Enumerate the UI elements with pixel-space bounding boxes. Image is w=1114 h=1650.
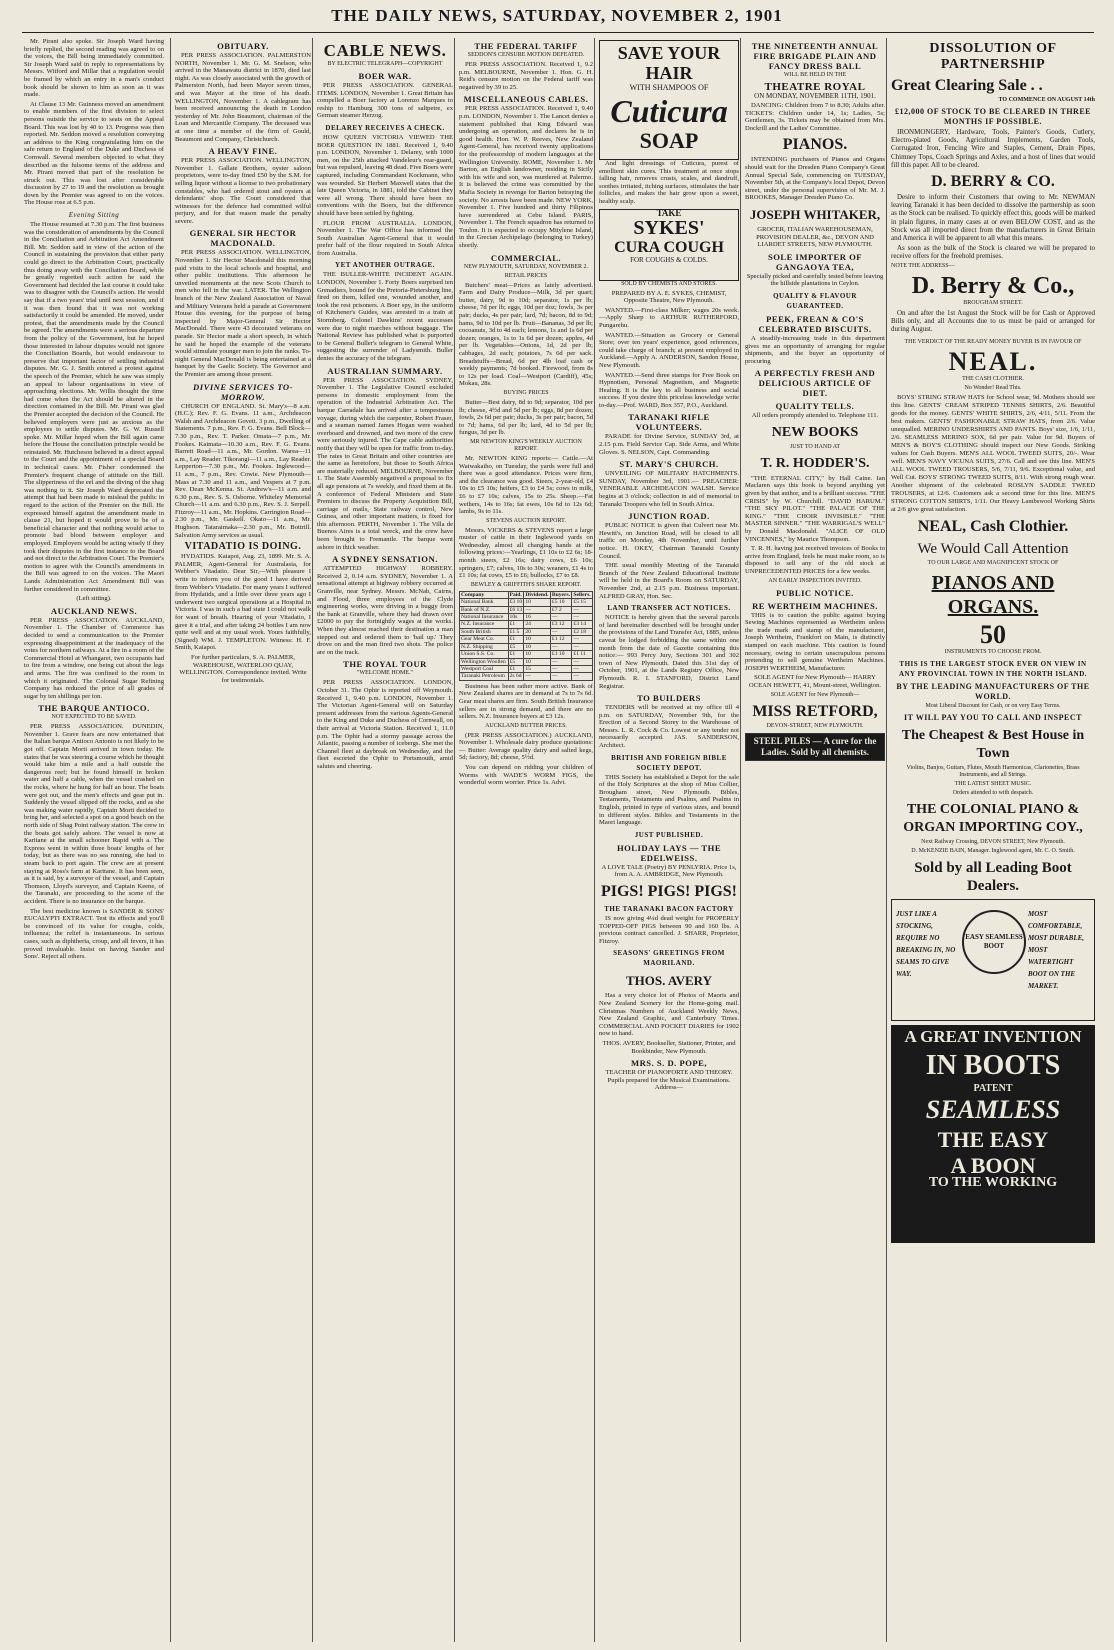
outrage-heading: YET ANOTHER OUTRAGE. bbox=[335, 261, 435, 270]
share-cell: 10 bbox=[524, 643, 551, 650]
share-row bbox=[460, 636, 593, 643]
steel-piles-ad: STEEL PILES — A cure for the Ladies. Sold by all chemists. bbox=[745, 733, 885, 761]
cable-news-heading: CABLE NEWS. bbox=[323, 41, 447, 60]
rifle-text: PARADE for Divine Service, SUNDAY 3rd, at 2.15 p.m. Field Service Cap. Side Arms, and White Gloves. S. NELSON, Capt. Commanding. bbox=[599, 433, 739, 456]
peek-frean-heading: PEEK, FREAN & CO'S CELEBRATED BISCUITS. bbox=[758, 313, 872, 334]
inspect-text: IT WILL PAY YOU TO CALL AND INSPECT bbox=[904, 713, 1082, 723]
share-cell: 20 bbox=[524, 628, 551, 635]
invention-line-1: A GREAT INVENTION bbox=[904, 1027, 1082, 1047]
share-report-table bbox=[459, 591, 593, 681]
land-transfer-text: NOTICE is hereby given that the several parcels of land hereinafter described will be brought under the provisions of the Land Transfer Act, 1885, unless caveat be lodged forbidding the same within one month from the date of Gazette containing this notice:— 993 Percy Jury, Sections 301 and 302 town of New Plymouth. Dated this 31st day of October, 1901, at the Lands Registry Office, New Plymouth. R. I. STANFORD, District Land Registrar. bbox=[599, 614, 739, 690]
share-cell: 10s bbox=[508, 614, 524, 621]
avery-heading: THOS. AVERY bbox=[626, 973, 712, 989]
vitadatio-footer: For further particulars, S. A. PALMER, WAREHOUSE, WATERLOO QUAY, WELLINGTON. Correspondence invited. Write for testimonials. bbox=[179, 653, 307, 684]
share-cell: — bbox=[550, 665, 572, 672]
auckland-news-heading: AUCKLAND NEWS. bbox=[50, 605, 138, 616]
liberal-discount: Most Liberal Discount for Cash, or on very Easy Terms. bbox=[925, 703, 1061, 710]
bacon-factory-heading: THE TARANAKI BACON FACTORY bbox=[604, 905, 734, 913]
attention-heading: We Would Call Attention bbox=[917, 541, 1069, 558]
masthead-title: THE DAILY NEWS, SATURDAY, NOVEMBER 2, 1901 bbox=[331, 6, 783, 25]
share-cell: Westport Coal bbox=[460, 665, 509, 672]
share-cell: National Insurance bbox=[460, 614, 509, 621]
colonial-piano-heading: THE COLONIAL PIANO & ORGAN IMPORTING COY., bbox=[903, 802, 1083, 836]
cough-brand: SYKES' bbox=[633, 217, 705, 240]
st-marys-text: UNVEILING OF MILITARY HATCHMENTS. SUNDAY, November 3rd, 1901.— PREACHER: VENERABLE ARCHDEACON WALSH. Service begins at 3 o'clock; collection in aid of memorial to Taranaki Troopers who fell in South Africa. bbox=[599, 470, 739, 508]
hodder-name: T. R. HODDER'S. bbox=[760, 455, 870, 471]
quality-tells: QUALITY TELLS. bbox=[775, 401, 855, 412]
share-cell: 16 bbox=[524, 614, 551, 621]
boot-right-text: MOST COMFORTABLE, MOST DURABLE, MOST WATERTIGHT BOOT ON THE MARKET. bbox=[1028, 910, 1085, 991]
column-5 bbox=[594, 38, 739, 1642]
pianos-heading: PIANOS. bbox=[782, 136, 848, 154]
verdict-text: THE VERDICT OF THE READY MONEY BUYER IS IN FAVOUR OF bbox=[904, 339, 1082, 346]
federal-tariff-sub: SEDDON'S CENSURE MOTION DEFEATED. bbox=[467, 52, 585, 58]
share-cell: £1 5 bbox=[508, 628, 524, 635]
buying-text: Butter—Best dairy, 8d to 9d; separator, 10d per lb; cheese, 4½d and 5d per lb; eggs, 8d per dozen; fowls, 2s 6d per pair; ducks, 3s per pair; bacon, 5d to 7d; hams, 6d per lb; lard, 4d to 5d per lb; fungus, 3d per lb. bbox=[459, 398, 593, 437]
share-cell: 10 bbox=[524, 658, 551, 665]
pianos-text: INTENDING purchasers of Pianos and Organs should wait for the Dresden Piano Company's Great Annual Special Sale, commencing on TUESDAY, November 5th, at the Company's local Depot, Devon street, under the personal supervision of Mr. M. J. BROOKES, Manager Dresden Piano Co. bbox=[745, 156, 885, 202]
share-cell: 15 bbox=[524, 665, 551, 672]
share-row bbox=[460, 673, 593, 680]
dissolution-heading: DISSOLUTION OF PARTNERSHIP bbox=[929, 41, 1057, 72]
share-cell: — bbox=[524, 673, 551, 680]
ball-sub: WILL BE HELD IN THE bbox=[783, 72, 847, 78]
wertheim-heading: RE WERTHEIM MACHINES. bbox=[752, 600, 878, 611]
cough-name: CURA COUGH bbox=[614, 239, 724, 257]
share-cell: £3 14 bbox=[572, 621, 593, 628]
misc-cables-text: PER PRESS ASSOCIATION. Received 1, 9.40 p.m. LONDON, November 1. The Lancet denies a statement published that King Edward was undergoing an operation, and declares he is in good health. Hon. W. P. Reeves, New Zealand Agent-General, has received twenty applications for the professorship of modern languages at the Wellington University. ROME, November 1. Mr Barton, an English landowner, residing in Sicily with his wife and son, was murdered at Palermo. It is believed the crime was committed by the Mafia Society in revenge for Barton betraying the society. No arrests have been made. NEW YORK, November 1. Five hundred and thirty Filipinos have surrendered at Cebu Island. PARIS, November 1. The French squadron has returned to Toulon. It is expected to occupy Mitylene Island, in the Grecian Archipelago (belonging to Turkey) shortly. bbox=[459, 105, 593, 250]
share-cell: — bbox=[550, 614, 572, 621]
institute-meeting: THE usual monthly Meeting of the Taranaki Branch of the New Zealand Educational Institute will be held in the Board's Room on SATURDAY, November 2nd, at 2.15 p.m. Business important. ALFRED GRAY, Hon. Sec. bbox=[599, 562, 739, 600]
share-cell: 24 bbox=[524, 621, 551, 628]
retford-sub: SOLE AGENT for New Plymouth— bbox=[770, 691, 860, 698]
boot-badge-label: EASY SEAMLESS BOOT bbox=[965, 933, 1023, 951]
share-cell: £5 10 bbox=[550, 599, 572, 606]
neal-heading: NEAL. bbox=[948, 347, 1038, 377]
federal-tariff-text: PER PRESS ASSOCIATION. Received 1, 9.2 p.m. MELBOURNE, November 1. Hon. G. H. Reid's censure motion on the Federal tariff was negatived by 39 to 25. bbox=[459, 61, 593, 91]
share-cell: — bbox=[572, 614, 593, 621]
invention-seamless: SEAMLESS bbox=[925, 1095, 1061, 1125]
wanted-situation: WANTED.—Situation as Grocery or General Store; over ten years' experience, good references, could take charge of branch; at present employed in Auckland.—Apply A. ANDERSON, Sandon House, New Plymouth. bbox=[599, 331, 739, 369]
share-cell: — bbox=[572, 665, 593, 672]
share-cell: 10 bbox=[524, 651, 551, 658]
commercial-date: NEW PLYMOUTH, SATURDAY, NOVEMBER 2. bbox=[463, 263, 589, 270]
share-cell: Gear Meat Co. bbox=[460, 636, 509, 643]
junction-heading: JUNCTION ROAD. bbox=[628, 511, 710, 522]
neal-wonder: No Wonder! Read This. bbox=[964, 385, 1022, 392]
new-books-heading: NEW BOOKS bbox=[771, 424, 859, 440]
share-row bbox=[460, 621, 593, 628]
share-cell: — bbox=[572, 643, 593, 650]
retail-text: Butchers' meat—Prices as lately advertised. Farm and Dairy Produce—Milk, 3d per quart; butter, dairy, 9d to 10d; separator, 1s per lb; cheese, 7d per lb; eggs, 10d per doz; fowls, 3s per pair; ducks, 4s per pair; lard, 7d; bacon, 8d to 9d; hams, 9d to 10d per lb. Fruit—Bananas, 3d per lb; cocoanuts, 3d to 4d each; lemons, 1s and 1s 6d per dozen; oranges, 1s to 1s 6d per dozen; apples, 4d per lb. Vegetables—Onions, 1d, 2d per lb; cabbages, 2d each; potatoes, 7s 6d per sack. Breadstuffs—Bread, 6d per 4lb loaf cash or weekly payments; 7d booked. Firewood, from 8s to 12s per load. Coal—Westport (Cardiff), 45s; Mokau, 28s. bbox=[459, 281, 593, 388]
just-published-heading: JUST PUBLISHED. bbox=[634, 830, 704, 839]
holiday-lays-sub: A LOVE TALE (Poetry) BY PENLYRIA. Price 1s, from A. A. AMBRIDGE, New Plymouth. bbox=[601, 863, 737, 879]
sydney-sensation-heading: A SYDNEY SENSATION. bbox=[332, 554, 438, 565]
berry-text-2: As soon as the bulk of the Stock is cleared we will be prepared to receive offers for the freehold premises. bbox=[891, 244, 1095, 261]
berry-heading: D. BERRY & CO. bbox=[931, 173, 1055, 191]
pigs-heading: PIGS! PIGS! PIGS! bbox=[600, 883, 737, 900]
avery-text: Has a very choice lot of Photos of Maoris and New Zealand Scenery for the Home-going mail. Christmas Numbers of Auckland Weekly News, New Zealand Graphic, and Canterbury Times. COMMERCIAL AND POCKET DIARIES for 1902 now to hand. bbox=[599, 992, 739, 1038]
fifty-count: 50 bbox=[980, 620, 1006, 650]
share-cell: £1 bbox=[508, 665, 524, 672]
berry-text: Desire to inform their Customers that owing to Mr. NEWMAN leaving Taranaki it has been decided to dissolve the partnership as soon as the Stock can be realised. To quickly effect this, goods will be marked in plain figures, in many cases at or even BELOW COST, and as the Stock was all imported direct from the manufacturers in Great Britain and America it will be apparent to all what this means. bbox=[891, 193, 1095, 243]
cough-take: TAKE bbox=[656, 207, 682, 218]
share-cell: — bbox=[572, 606, 593, 613]
peek-frean-text: A steadily-increasing trade in this department gives me an opportunity of arranging for regular shipments, and the buyer an opportunity of procuring bbox=[745, 334, 885, 365]
wanted-milker: WANTED.—First-class Milker; wages 20s week.—Apply Sharp to ARTHUR RUTHERFORD, Pungarehu. bbox=[599, 306, 739, 329]
evening-sitting-text: The House resumed at 7.30 p.m. The first business was the consideration of amendments by the Council in the Conciliation and Arbitration Act Amendment Bill. Mr. Seddon said in view of the action of the Council in sustaining the provision that either party could go direct to the Arbitration Court, practically thus doing away with the Conciliation Board, while he greatly regretted such action he said the Government had decided the last course it could take was to disagree with the Council's action. He would say that if a two years' trial until next session, and if it was then found that it was not working satisfactorily it could be amended. He moved, under protest, that the amendments made by the Council be agreed. The amendments were a serious departure from the policy of the Government, but he hoped those interested in labour disputes would not ignore the Conciliation Boards, but would endeavour to preserve that important factor of settling industrial disputes. Mr. G. J. Smith entered a protest against the speech of the Premier, which he saw was simply an appeal to labour organisations in view of approaching elections. Mr. Willis thought the time had come when the Act should be altered in the direction contained in the Bill. Mr. Pirani was glad the Premier accepted the decision of the Council. He believed employers were just as anxious as the employees to settle disputes. Mr. G. W. Russell spoke. Mr. Millar hoped when the Bill again came before the House the conciliation principle would be reinstated. Mr. Hutcheson believed in a direct appeal to the Court and the appointment of a special Board in technical cases. Mr. Fisher condemned the Premier's frequent change of attitude on the Bill. The slipperiness of the eel and the diving of the shag was nothing to it. Sir Joseph Ward deprecated the attempt that had been made to mislead the public in regard to the action of the Premier on the Bill. He expressed himself against the amendment made in clause 21, but hoped it would prove to be of a beneficial character and that nothing would arise to promote bad blood between employer and employed. Employers would be acting wisely if they took their disputes in the first instance to the Board and not direct to the Arbitration Court. The Premier's motion to agree with the Council's amendments in the Bill was agreed to on the voices. The Maori Lands Administration Act Amendment Bill was further considered in committee. bbox=[24, 221, 164, 593]
bible-society-text: THIS Society has established a Depot for the sale of the Holy Scriptures at the shop of Miss Collier, Brougham street, New Plymouth. Bibles, Testaments, Testaments and Psalms, and Psalms in English, printed in type of various sizes, and bound in different styles. Bibles and Testaments in the Maori language. bbox=[599, 773, 739, 827]
vitadatio-text: HYDATIDS. Kaiapoi, Aug. 23, 1899. Mr. S. A. PALMER, Agent-General for Australasia, for Webber's Vitadatio. Dear Sir,—With pleasure I write to inform you of the good I have derived from Webber's Vitadatio. For many years I suffered from Hydatids, and a little over three years ago I underwent two surgical operations at a Hospital in Victoria. I was in such a bad state I could not walk for want of breath. Hearing of your Vitadatio, I gave it a trial, and after taking 24 bottles I am now quite well and at my usual work. Yours faithfully, (Signed) WM. J. TEMPLETON. Witness: H. F. Smith, Kaiapoi. bbox=[175, 553, 311, 652]
obituary-text: PER PRESS ASSOCIATION. PALMERSTON NORTH, November 1. Mr. G. M. Snelson, who arrived in the Manawatu district in 1870, died last night. As was closely associated with the growth of Palmerston North, had been Mayor seven times, and was Mayor at the time of his death. WELLINGTON, November 1. A cablegram has been received announcing the death in London yesterday of Mr. John Beaumont, chairman of the Loan and Mercantile Company. The deceased was at one time a member of the firm of Gould, Beaumont and Company, Christchurch. bbox=[175, 52, 311, 143]
share-row bbox=[460, 651, 593, 658]
berry-text-3: On and after the 1st August the Stock will be for Cash or Approved Bills only, and all Accounts due to us must be paid or arranged for during August. bbox=[891, 308, 1095, 334]
stevens-text: Messrs. VICKERS & STEVENS report a large muster of cattle in their Inglewood yards on Wednesday, almost all changing hands at the following prices:—Yearlings, £1 10s to £2 6s; 18-month steers, £2 16s; dairy cows, £6 10s; springers, £7; calves, 10s to 30s; weaners, £1 4s to £1 10s; fat cows, £5 to £6; bullocks, £7 to £8. bbox=[459, 526, 593, 580]
whitaker-sub: GROCER, ITALIAN WAREHOUSEMAN, PROVISION DEALER, &c., DEVON AND LIARDET STREETS, NEW PLYMOUTH. bbox=[756, 225, 874, 249]
royal-tour-sub: "WELCOME HOME." bbox=[357, 670, 413, 677]
macdonald-text: PER PRESS ASSOCIATION. WELLINGTON, November 1. Sir Hector Macdonald this morning paid visits to the local schools and hospital, and other public institutions. This afternoon he unveiled monuments at the new Scots Church to men who fell in the war. LATER. The Wellington branch of the New Zealand Association of Naval and Military Veterans held a parade at Government House this evening, for the purpose of being inspected by Major-General Sir Hector MacDonald. There were 43 decorated veterans on parade. Sir Hector made a short speech, in which he said he hoped the example of the veterans would stimulate younger men to join the ranks. To-night General MacDonald is being entertained at a banquet by the Gaelic Society. The Governor and the Premier are among those present. bbox=[175, 249, 311, 378]
share-cell: N.Z. Shipping bbox=[460, 643, 509, 650]
share-cell: £3 10 bbox=[509, 599, 523, 606]
boot-left-text: JUST LIKE A STOCKING, REQUIRE NO BREAKING IN, NO SEAMS TO GIVE WAY. bbox=[896, 910, 956, 979]
australian-summary-heading: AUSTRALIAN SUMMARY. bbox=[327, 365, 443, 376]
vitadatio-heading: VITADATIO IS DOING. bbox=[184, 541, 302, 553]
seasons-heading: SEASONS' GREETINGS FROM MAORILAND. bbox=[613, 949, 725, 968]
sheet-music: THE LATEST SHEET MUSIC. bbox=[954, 781, 1032, 788]
share-col-header: Sellers. bbox=[573, 591, 591, 598]
new-books-list: "THE ETERNAL CITY," by Hall Caine. Ian Maclaren says this book is beyond anything yet given by that author, and is a brilliant success. "THE CRISIS" by W. Churchill. "DAVID HARUM." "THE SKY PILOT." "THE PALACE OF THE KING." "THE CHOIR INVISIBLE." "THE MASTER SINNER." "THE WARRIGAL'S WELL" by Donald Macdonald. "ALICE OF OLD VINCENNES," by Maurice Thompson. bbox=[745, 474, 885, 543]
parliament-clause: At Clause 13 Mr. Guinness moved an amendment to enable members of the first division to select persons outside the service to seats on the Appeal Board. This was lost by 40 to 13. Progress was then reported. Mr. Seddon moved a resolution conveying an address to the King congratulating him on the safe return to England of the Duke and Duchess of Cornwall. Several members objected to what they described as the fulsome terms of the address and Mr. Pirani moved that part of the resolution be struck out. This was lost after considerable discussion by 27 to 19 and the resolution as brought down by the Premier was agreed to on the voices. The House rose at 6.5 p.m. bbox=[24, 100, 164, 207]
obituary-heading: OBITUARY. bbox=[217, 41, 269, 51]
cheapest-house: The Cheapest & Best House in Town bbox=[901, 728, 1085, 762]
delarey-heading: DELAREY RECEIVES A CHECK. bbox=[325, 123, 445, 132]
share-cell: 2s 6d bbox=[508, 673, 524, 680]
left-sitting: (Left sitting). bbox=[76, 595, 112, 603]
boer-war-heading: BOER WAR. bbox=[358, 71, 412, 81]
st-marys-heading: ST. MARY'S CHURCH. bbox=[619, 459, 719, 470]
share-cell: — bbox=[550, 643, 572, 650]
sydney-sensation-text: ATTEMPTED HIGHWAY ROBBERY. Received 2, 0.14 a.m. SYDNEY, November 1. A sensational attempt at highway robbery occurred at Granville, near Sydney. Messrs. McNab, Cairns, and Flood, three employees of the Clyde engineering works, were driving in a buggy from the bank at Granville, where they had drawn over £2000 to pay the fortnightly wages at the works. When they almost reached their destination a man stepped out and ordered them to 'bail up.' They drove on and the man fired two shots. The police are on the track. bbox=[317, 565, 453, 656]
share-cell: South British bbox=[460, 628, 509, 635]
builders-text: TENDERS will be received at my office till 4 p.m. on SATURDAY, November 9th, for the Erection of a Second Storey to the Warehouse of Messrs. L. R. Cock & Co. Lowest or any tender not necessarily accepted. JAS. SANDERSON, Architect. bbox=[599, 704, 739, 750]
wanted-hypnotism: WANTED.—Send three stamps for Free Book on Hypnotism, Personal Magnetism, and Magnetic Healing. It is the key to all business and social success. If you desire this priceless knowledge write to-day.—Prof. WARD, Box 357, P.O., Auckland. bbox=[599, 371, 739, 409]
share-cell: — bbox=[572, 658, 593, 665]
clearing-date: TO COMMENCE ON AUGUST 14th bbox=[998, 97, 1095, 103]
share-cell: Bank of N.Z. bbox=[460, 606, 509, 613]
share-cell: National Bank bbox=[460, 599, 509, 606]
misc-cables-heading: MISCELLANEOUS CABLES. bbox=[463, 94, 589, 105]
barque-text: PER PRESS ASSOCIATION. DUNEDIN, November 1. Grave fears are now entertained that the Italian barque Antioco Antonio is not likely to be got off. Captain Morti arrived in town today. He states that he was steering a course which he thought would take him a mile and a half outside the dangerous reef; but he found himself in broken water and half a cable, when the vessel crashed on the rocks, where he hung for half an hour. The boats were got out, and the men's effects and gear put in. Suddenly the vessel slipped off the rocks, and as she was making water rapidly, Captain Morti decided to bring her, and selected a spot on a good beach on the north side of Shag Point railway station. The crew in the boats got safely ashore. The vessel is now at Karitane at the small schooner Rapid with a. The Express went in within three boats' lengths of her today, but as there was no sea running, she had to steam back to port again. The crew are at present staying at Ross's farm at Karitane. It has been seen, as it is said, by a surveyor of the vessel, and Captain Thomson, Lloyd's surveyor, and Captain Keene, of the Taranaki, are proceeding to the scene of the accident. There is no insurance on the barque. bbox=[24, 723, 164, 905]
pope-text: TEACHER OF PIANOFORTE AND THEORY. Pupils prepared for the Musical Examinations. Address— bbox=[605, 1069, 733, 1092]
share-cell: £5 bbox=[508, 658, 524, 665]
share-cell: — bbox=[550, 673, 572, 680]
cuticura-ad bbox=[599, 40, 739, 160]
divine-services-text: CHURCH OF ENGLAND. St. Mary's—8 a.m. (H.C.); Rev. F. G. Evans. 11 a.m., Archdeacon Walsh and Archdeacon Govett. 3 p.m., Dwelling of Statements. 7 p.m., Rev. F. G. Evans. Bell Block—7.30 p.m., Rev. T. Parker. Omata—7 p.m., Mr. Fookes. Kaimata—10.30 a.m., Rev. F. G. Evans. Barrett Road—11 a.m., Mr. Gordon. Warea—11 a.m., Lay Reader. Tikorangi—11 a.m., Lay Reader. Lepperton—7.30 p.m., Mr. Fookes. Inglewood—11 a.m., 7 p.m., Rev. Cowie. New Plymouth—Mass at 7.30 and 11 a.m., and Vespers at 7 p.m. Rev. Dean McKenna. St. Andrew's—11 a.m. and 6.30 p.m., Rev. S. S. Osborne. Whiteley Memorial Church—11 a.m. and 6.30 p.m., Rev. S. J. Serpell. Fitzroy—11 a.m., Mr. Hopkins. Carrington Road—2.30 p.m., Mr. Gaskell. Okato—11 a.m., Mr. Hughson. Tataraimaka—2.30 p.m., Mr. Bottrill. Salvation Army services as usual. bbox=[175, 402, 311, 539]
violins-text: Violins, Banjos, Guitars, Flutes, Mouth Harmonicas, Clarionettes, Brass Instruments, and all Strings. bbox=[906, 765, 1080, 779]
heavy-fine-text: PER PRESS ASSOCIATION. WELLINGTON, November 1. Gallate Brothers, oyster saloon proprietors, were to-day fined £50 by the S.M. for selling liquor without a license to two probationary constables, who had ordered stout and oysters at defendants' shop. The Court considered that witnesses for the defence had committed wilful perjury, and for that reason made the penalty severe. bbox=[175, 157, 311, 225]
ironmongery-text: IRONMONGERY, Hardware, Tools, Painter's Goods, Cutlery, Electro-plated Goods, Agricultural Implements, Garden Tools, Corrugated Iron, Fencing Wire and Staples, Cement, Drain Pipes, Chimney Tops, Coach Springs and Axles, and a host of lines that would fill this paper. All to be cleared. bbox=[891, 128, 1095, 169]
cable-news-sub: BY ELECTRIC TELEGRAPH—COPYRIGHT bbox=[327, 61, 443, 67]
column-6 bbox=[740, 38, 885, 1642]
bible-society-heading: BRITISH AND FOREIGN BIBLE SOCIETY DEPOT. bbox=[611, 753, 727, 772]
holiday-lays-title: HOLIDAY LAYS — THE EDELWEISS. bbox=[616, 842, 722, 863]
share-row bbox=[460, 606, 593, 613]
ball-heading: THE NINETEENTH ANNUAL FIRE BRIGADE PLAIN AND FANCY DRESS BALL bbox=[751, 41, 879, 71]
share-col-header: Paid. bbox=[508, 591, 524, 598]
federal-tariff-heading: THE FEDERAL TARIFF bbox=[474, 41, 578, 51]
share-cell: £7 2 bbox=[550, 606, 572, 613]
stevens-heading: STEVENS AUCTION REPORT. bbox=[486, 517, 566, 524]
column-1 bbox=[24, 38, 164, 1642]
share-cell: — bbox=[524, 606, 551, 613]
cuticura-headline: SAVE YOUR HAIR bbox=[617, 43, 721, 83]
cough-sold: SOLD BY CHEMISTS AND STORES. bbox=[621, 280, 717, 287]
cuticura-brand: Cuticura bbox=[610, 93, 728, 129]
eucalypti-ad: The best medicine known is SANDER & SONS' EUCALYPTI EXTRACT. Test its effects and you'll be convinced of its value for coughs, colds, influenza; the relief is instantaneous. In serious cases, such as diphtheria, croup, and all fevers, it has proved invaluable. Insist on having Sander and Sons'. Reject all others. bbox=[24, 907, 164, 961]
barque-subheading: NOT EXPECTED TO BE SAVED. bbox=[51, 714, 137, 721]
evening-sitting-heading: Evening Sitting bbox=[68, 211, 120, 220]
share-cell: — bbox=[550, 628, 572, 635]
cuticura-text: And light dressings of Cuticura, purest of emollient skin cures. This treatment at once stops falling hair, removes crusts, scales, and dandruff, soothes irritated, itching surfaces, stimulates the hair follicles, and makes the hair grow upon a sweet, healthy scalp. bbox=[599, 160, 739, 205]
share-cell: 10 bbox=[524, 636, 551, 643]
share-cell: Union S.S. Co. bbox=[460, 651, 509, 658]
invention-working: TO THE WORKING bbox=[928, 1175, 1058, 1191]
share-row bbox=[460, 628, 593, 635]
pianos-organs-heading: PIANOS AND ORGANS. bbox=[931, 572, 1055, 619]
wertheim-text: THIS is to caution the public against buying Sewing Machines represented as Wertheim unless the trade mark and stamp of the manufacturer, Joseph Wertheim, Frankfort on Main, is distinctly stamped on each machine. This caution is found necessary, owing to certain unscrupulous persons pretending to sell genuine Wertheim Machines. JOSEPH WERTHEIM, Manufacturer. bbox=[745, 611, 885, 672]
share-cell: Wellington Woollen bbox=[460, 658, 509, 665]
boot-dealers-heading: Sold by all Leading Boot Dealers. bbox=[914, 860, 1072, 895]
share-cell: £1 11 bbox=[572, 651, 593, 658]
share-table-body bbox=[460, 599, 593, 680]
quality-guarantee: QUALITY & FLAVOUR GUARANTEED. bbox=[773, 291, 857, 310]
retford-name: MISS RETFORD, bbox=[752, 702, 878, 720]
worm-figs-ad: You can depend on ridding your children of Worms with WADE'S WORM FIGS, the wonderful worm worrier. Price 1s. Advt. bbox=[459, 764, 593, 787]
flour-text: FLOUR FROM AUSTRALIA. LONDON, November 1. The War Office has informed the South Australian Agent-General that it would prefer half of the flour required in South Africa from Australia. bbox=[317, 219, 453, 257]
share-cell: £5 15 bbox=[572, 599, 593, 606]
share-col-header: Company bbox=[460, 591, 509, 598]
divine-services-heading: DIVINE SERVICES TO-MORROW. bbox=[193, 381, 293, 402]
royal-tour-heading: THE ROYAL TOUR bbox=[343, 659, 427, 670]
share-cell: £5 bbox=[508, 643, 524, 650]
delarey-text: HOW QUEEN VICTORIA VIEWED THE BOER QUESTION IN 1881. Received 1, 9.40 p.m. LONDON, November 1. Delarey, with 1000 men, on the 25th attacked Vandeleur's rear-guard, but was repulsed, leaving 48 dead. Five Boers were captured, including Commandant Kockmann, who was wounded. Sir Herbert Maxwell states that the late Queen Victoria, in 1881, told the Cabinet they were all wrong. There should have been no conventions with the Boers, but the difference should have been settled by fighting. bbox=[317, 133, 453, 217]
share-cell: £2 18 bbox=[572, 628, 593, 635]
auckland-butter-text: (PER PRESS ASSOCIATION.) AUCKLAND, November 1. Wholesale dairy produce quotations:— Butter: Average quality dairy and salted kegs, 5d; factory, 8d; cheese, 5½d. bbox=[459, 731, 593, 762]
cough-sub: FOR COUGHS & COLDS. bbox=[630, 256, 708, 265]
share-cell: £1 12 bbox=[550, 636, 572, 643]
share-cell: £3 12 bbox=[550, 621, 572, 628]
column-3 bbox=[312, 38, 453, 1642]
share-cell: 10 bbox=[524, 599, 551, 606]
commercial-heading: COMMERCIAL. bbox=[490, 252, 562, 263]
seamless-boot-ad bbox=[891, 899, 1095, 1021]
invention-the-easy: THE EASY bbox=[937, 1127, 1049, 1153]
royal-tour-text: PER PRESS ASSOCIATION. LONDON, October 31. The Ophir is reported off Weymouth. Received 1, 9.40 p.m. LONDON, November 1. The Victorian Agent-General will on Saturday present addresses from the various Agents-General to the King and Duke and Duchess of Cornwall, on their arrival at Victoria Station. Received 1, 11.0 p.m. The Ophir had a stormy passage across the Atlantic, passing a number of icebergs. She met the Channel fleet at daybreak on Wednesday, and the fleet escorted the Ophir to Portsmouth, amid salutes and cheering. bbox=[317, 679, 453, 770]
builders-heading: TO BUILDERS bbox=[637, 693, 701, 704]
mckenzie-manager: D. McKENZIE BAIN, Manager. Inglewood agent, Mr. C. O. Smith. bbox=[911, 848, 1075, 855]
neal-cash-clothier: NEAL, Cash Clothier. bbox=[917, 518, 1069, 536]
invention-line-2: IN BOOTS bbox=[925, 1050, 1061, 1082]
cura-cough-ad bbox=[599, 209, 739, 281]
share-row bbox=[460, 643, 593, 650]
junction-text: PUBLIC NOTICE is given that Culvert near Mr. Hewitt's, on Junction Road, will be closed to all traffic on Monday, 4th November, until further notice. H. OKEY, Chairman Taranaki County Council. bbox=[599, 522, 739, 560]
attention-sub: TO OUR LARGE AND MAGNIFICENT STOCK OF bbox=[927, 560, 1059, 567]
column-2 bbox=[170, 38, 311, 1642]
ball-text: DANCING: Children from 7 to 8.30; Adults after. TICKETS: Children under 14, 1s; Ladies, 5s; Gentlemen, 3s. Tickets may be obtained from Mrs. Dockrill and the Ladies' Committee. bbox=[745, 102, 885, 132]
invention-patent: PATENT bbox=[973, 1083, 1013, 1095]
orders-despatch: Orders attended to with despatch. bbox=[952, 790, 1034, 797]
macdonald-heading: GENERAL SIR HECTOR MACDONALD. bbox=[189, 228, 297, 249]
share-report-heading: BEWLEY & GRIFFITH'S SHARE REPORT. bbox=[470, 581, 582, 588]
note-address: NOTE THE ADDRESS— bbox=[891, 262, 955, 269]
cuticura-sub: WITH SHAMPOOS OF bbox=[629, 83, 709, 92]
auckland-news-text: PER PRESS ASSOCIATION. AUCKLAND, November 1. The Chamber of Commerce has decided to send a communication to the Premier expressing disappointment at the inadequacy of the votes for northern railways. At a fire in a room of the Commercial Hotel at Whangarei, two occupants had to fire from a window, one being cut about the legs and arms. The fire was confined to the room in which it originated. The Colonial Sugar Refining Company has reduced the price of all grades of sugar by ten shillings per ton. bbox=[24, 616, 164, 700]
share-row bbox=[460, 658, 593, 665]
public-notice-heading: PUBLIC NOTICE. bbox=[776, 587, 854, 598]
gangaoya-heading: SOLE IMPORTER OF GANGAOYA TEA, bbox=[767, 251, 863, 272]
land-transfer-heading: LAND TRANSFER ACT NOTICES. bbox=[607, 604, 731, 613]
outrage-text: THE BULLER-WHITE INCIDENT AGAIN. LONDON, November 1. Forty Boers surprised ten Grenadiers, bound for the Pretoria-Pietersburg line, fired on them, killed one, wounded another, and took the rest prisoners. A Boer spy, in the uniform of Kitchener's Guides, was arrested in a train at Stormberg. Colonel Dawkins' recent successes were due to night marches without baggage. The National Review has published what is purported to be General Buller's telegram to General White, suggesting the surrender of Ladysmith. Buller denies the accuracy of the telegram. bbox=[317, 271, 453, 362]
share-cell: — bbox=[572, 636, 593, 643]
whitaker-heading: JOSEPH WHITAKER, bbox=[749, 206, 881, 222]
trh-notice: T. R. H. having just received invoices of Books to arrive from England, feels he must make room, so is disposed to sell any of the old stock at UNPRECEDENTED PRICES for a few weeks. bbox=[745, 545, 885, 575]
buying-heading: BUYING PRICES bbox=[503, 389, 549, 396]
share-cell: N.Z. Insurance bbox=[460, 621, 509, 628]
share-cell: — bbox=[572, 673, 593, 680]
ball-venue: THEATRE ROYAL bbox=[764, 81, 866, 93]
clearing-sale-heading: Great Clearing Sale . . bbox=[891, 77, 1043, 94]
share-cell: Taranaki Petroleum bbox=[460, 673, 509, 680]
share-cell: £1 bbox=[508, 636, 524, 643]
share-row bbox=[460, 599, 593, 606]
rifle-heading: TARANAKI RIFLE VOLUNTEERS. bbox=[628, 412, 710, 433]
heavy-fine-heading: A HEAVY FINE. bbox=[208, 146, 278, 157]
retail-heading: RETAIL PRICES bbox=[504, 272, 548, 279]
berry-name: D. Berry & Co., bbox=[911, 272, 1075, 299]
share-row bbox=[460, 665, 593, 672]
share-note: Business has been rather more active. Bank of New Zealand shares are in demand at 7s to 7s 6d. Gear meat shares are firm. South British Insurance sellers are in strong demand, and there are no sellers. N.Z. Insurance buyers at £3 12s. bbox=[459, 682, 593, 721]
retford-address: DEVON-STREET, NEW PLYMOUTH. bbox=[766, 722, 864, 729]
quality-sub: All orders promptly attended to. Telephone 111. bbox=[751, 412, 879, 420]
great-invention-ad bbox=[891, 1025, 1095, 1243]
instruments-text: INSTRUMENTS TO CHOOSE FROM. bbox=[944, 649, 1042, 656]
share-cell: £1 bbox=[508, 621, 524, 628]
cuticura-soap: SOAP bbox=[639, 128, 699, 153]
sykes-prep: PREPARED BY A. E. SYKES, CHEMIST, Opposite Theatre, New Plymouth. bbox=[611, 289, 727, 305]
share-row bbox=[460, 614, 593, 621]
auckland-butter-heading: AUCKLAND BUTTER PRICES. bbox=[485, 722, 567, 729]
share-header-row bbox=[460, 591, 593, 598]
leading-makers: BY THE LEADING MANUFACTURERS OF THE WORLD. bbox=[896, 682, 1090, 702]
new-books-sub: JUST TO HAND AT bbox=[789, 443, 841, 450]
newton-heading: MR NEWTON KING'S WEEKLY AUCTION REPORT. bbox=[470, 438, 582, 452]
parliament-intro: Mr. Pirani also spoke. Sir Joseph Ward having briefly replied, the second reading was agreed to on the voices, the Bill being immediately committed. Sir Joseph Ward said in reply to representations by Messrs. Witford and Millar that a regulation would be framed by which an entry in a man's conduct book should be shown to him as soon as it was made. bbox=[24, 38, 164, 99]
share-cell: £1 bbox=[508, 651, 524, 658]
perfectly-fresh: A PERFECTLY FRESH AND DELICIOUS ARTICLE OF DIET. bbox=[754, 368, 876, 399]
masthead-rule bbox=[22, 32, 1094, 33]
column-4 bbox=[454, 38, 593, 1642]
ball-date: ON MONDAY, NOVEMBER 11TH, 1901. bbox=[754, 92, 876, 100]
share-cell: £1 10 bbox=[550, 651, 572, 658]
masthead bbox=[0, 6, 1114, 32]
neal-list: BOYS' STRING STRAW HATS for School wear, 9d. Mothers should see this line. GENTS' CREAM STRIPED TENNIS SHIRTS, 2/6. Beautiful goods for the money. GENTS' WHITE SHIRTS, 2/6, 4/11, 5/11. From the best makers. GENTS' FASHIONABLE STRAW HATS, from 2/6. Value unequalled. MERINO UNDERSHIRTS AND PANTS. Boys' size, 1/6, 1/11, 2/6. SEAMLESS MERINO SOX, 6d per pair. Value for 9d. Buyers of MEN'S & BOY'S CLOTHING should inspect our New Goods. Striking values for Cash Buyers. MEN'S ALL WOOL TWEED SUITS, 20/-. Wear well. MEN'S NAVY VICUNA SUITS, 27/6. Call and see this line. MEN'S ALL WOOL TWEED TROUSERS, 5/6, 7/11, 9/6. Exceptional value, and Well Cut. BOYS' STRONG TWEED SUITS, 8/11. With strong rough wear. Another shipment of the celebrated ROSLYN SADDLE TWEED TROUSERS, at 12/6. Customers ask a second time for this line. MEN'S STRONG COTTON SHIRTS, 1/11. Our Heavy Lambswool Working Shirts at 2/6 give great satisfaction. bbox=[891, 394, 1095, 514]
share-col-header: Buyers. bbox=[551, 591, 571, 598]
boer-war-text: PER PRESS ASSOCIATION. GENERAL ITEMS. LONDON, November 1. Great Britain has compelled a Boer factory at Lorenzo Marques to reship to Hamburg 300 tons of saltpetre, ex German steamer Herzog. bbox=[317, 82, 453, 120]
share-col-header: Dividend. bbox=[525, 591, 549, 598]
share-cell: £6 13 bbox=[509, 606, 523, 613]
pigs-text: IS now giving 4¼d dead weight for PROPERLY TOPPED-OFF PIGS between 90 and 160 lbs. A previous contract cancelled. J. SHARR, Proprietor, Fitzroy. bbox=[599, 915, 739, 945]
pope-heading: MRS. S. D. POPE, bbox=[630, 1058, 708, 1069]
barque-heading: THE BARQUE ANTIOCO. bbox=[38, 703, 150, 714]
column-7 bbox=[886, 38, 1095, 1642]
boot-badge bbox=[962, 910, 1026, 974]
share-cell: — bbox=[550, 658, 572, 665]
australian-summary-text: PER PRESS ASSOCIATION. SYDNEY, November 1. The Legislative Council excluded persons in domestic employment from the operation of the Industrial Arbitration Act. The barque Carradale has arrived after a tempestuous voyage, during which the carpenter, Robert Fraser, and a seaman named James Hogan were washed overboard and drowned, and two more of the crew were seriously injured. The Cape cable authorities notify that they will be open for traffic from to-day. The rates to Great Britain and other countries are the same as heretofore, but those to South Africa are materially reduced. MELBOURNE, November 1. The State Assembly negatived a proposal to fix all age pensions at 7s weekly, and fixed them at 8s. A conference of Federal Ministers and State Premiers to discuss the Property Acquisition Bill, carriage of mails, State railway control, New Guinea, and other important matters, is fixed for this afternoon. PERTH, November 1. The Villa de Buenos Aires is a total wreck, and the crew have been brought to Fremantle. The barque went ashore in thick weather. bbox=[317, 376, 453, 551]
neal-clothier: THE CASH CLOTHIER. bbox=[962, 376, 1024, 383]
invention-boon: A BOON bbox=[950, 1153, 1036, 1179]
colonial-address: Next Railway Crossing, DEVON STREET, New Plymouth. bbox=[921, 839, 1065, 846]
newton-text: Mr. NEWTON KING reports:— Cattle.—At Waiwakaiho, on Tuesday, the yards were full and there was a good attendance. Prices were firm, and the clearance was good. Steers, 2-year-old, £4 10s to £5 10s; heifers, £3 to £4 5s; cows in milk, £6 to £7 10s; calves, 15s to 25s. Sheep.—Fat wethers, 14s to 16s; fat ewes, 10s 6d to 12s 6d; lambs, 9s to 11s. bbox=[459, 454, 593, 516]
gangaoya-sub: Specially picked and carefully tested before leaving the hillside plantations in Ceylon. bbox=[746, 272, 884, 288]
brougham-street: BROUGHAM STREET. bbox=[963, 299, 1023, 306]
trh-sub: AN EARLY INSPECTION INVITED. bbox=[768, 577, 862, 584]
avery-footer: THOS. AVERY, Bookseller, Stationer, Printer, and Bookbinder, New Plymouth. bbox=[602, 1039, 736, 1055]
largest-stock: THIS IS THE LARGEST STOCK EVER ON VIEW IN ANY PROVINCIAL TOWN IN THE NORTH ISLAND. bbox=[898, 660, 1088, 679]
stock-clearance: £12,000 OF STOCK TO BE CLEARED IN THREE MONTHS IF POSSIBLE. bbox=[895, 107, 1091, 126]
oconnor-agent: SOLE AGENT for New Plymouth— HARRY OCEAN HEWETT, 41, Mount-street, Wellington. bbox=[748, 674, 882, 689]
